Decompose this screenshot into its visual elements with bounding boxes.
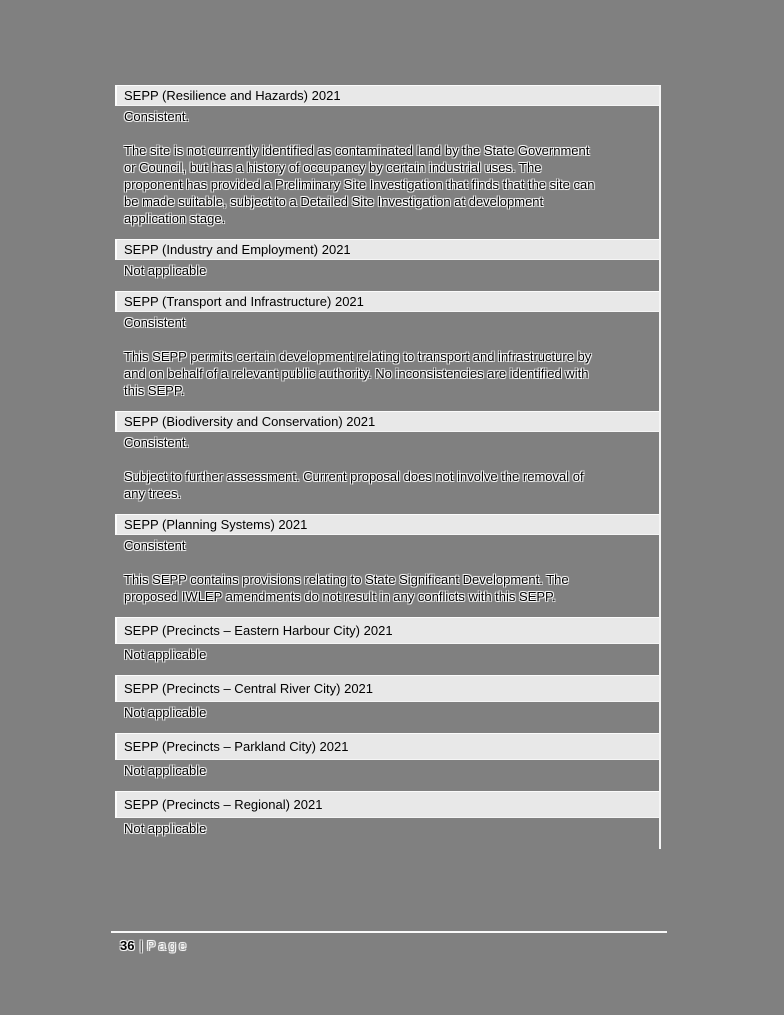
sepp-section [115,411,659,514]
body-paragraph [124,468,651,502]
body-paragraph [124,762,651,779]
sepp-section-body [115,260,659,291]
body-line: Not applicable [124,821,207,836]
sepp-section-title: SEPP (Precincts – Regional) 2021 [124,797,323,812]
body-line: The site is not currently identified as contaminated land by the State Government [124,143,590,158]
sepp-section-title: SEPP (Industry and Employment) 2021 [124,242,351,257]
sepp-table [115,85,661,849]
sepp-section-body [115,818,659,849]
sepp-section-body [115,106,659,239]
body-line: Consistent [124,538,186,553]
body-line: proponent has provided a Preliminary Site Investigation that finds that the site can [124,177,595,192]
sepp-section-body [115,702,659,733]
body-line: proposed IWLEP amendments do not result in any conflicts with this SEPP. [124,589,556,604]
sepp-section-body [115,760,659,791]
sepp-section [115,791,659,849]
body-line: any trees. [124,486,182,501]
sepp-section [115,675,659,733]
sepp-section-title: SEPP (Planning Systems) 2021 [124,517,308,532]
sepp-section [115,514,659,617]
sepp-section [115,617,659,675]
body-paragraph [124,704,651,721]
body-line: Consistent. [124,109,190,124]
body-line: This SEPP permits certain development relating to transport and infrastructure by [124,349,592,364]
sepp-section-header [115,291,659,312]
page-footer [111,931,667,953]
body-paragraph [124,314,651,331]
sepp-section-body [115,644,659,675]
sepp-section-header [115,514,659,535]
sepp-section-title: SEPP (Resilience and Hazards) 2021 [124,88,341,103]
body-line: be made suitable, subject to a Detailed Site Investigation at development [124,194,544,209]
body-paragraph [124,348,651,399]
footer-separator: | [139,938,143,953]
sepp-section-title: SEPP (Biodiversity and Conservation) 2021 [124,414,376,429]
body-paragraph [124,142,651,227]
sepp-section-header [115,411,659,432]
sepp-section-title: SEPP (Transport and Infrastructure) 2021 [124,294,364,309]
sepp-section [115,85,659,239]
body-line: or Council, but has a history of occupancy by certain industrial uses. The [124,160,542,175]
footer-text [111,938,667,953]
sepp-section-title: SEPP (Precincts – Central River City) 2021 [124,681,374,696]
body-line: Not applicable [124,763,207,778]
body-paragraph [124,537,651,554]
body-line: Not applicable [124,647,207,662]
body-paragraph [124,820,651,837]
page-number: 36 [120,938,135,953]
sepp-section-header [115,617,659,644]
sepp-section-body [115,432,659,514]
body-line: Consistent [124,315,186,330]
sepp-section [115,733,659,791]
sepp-section-title: SEPP (Precincts – Eastern Harbour City) 2021 [124,623,393,638]
body-line: application stage. [124,211,226,226]
body-paragraph [124,571,651,605]
body-paragraph [124,434,651,451]
body-line: this SEPP. [124,383,185,398]
sepp-section [115,291,659,411]
footer-divider [111,931,667,933]
sepp-section-header [115,85,659,106]
sepp-section-body [115,312,659,411]
footer-page-label: Page [146,938,190,953]
body-line: Consistent. [124,435,190,450]
body-paragraph [124,646,651,663]
sepp-section-header [115,239,659,260]
sepp-section-title: SEPP (Precincts – Parkland City) 2021 [124,739,349,754]
sepp-section-header [115,733,659,760]
body-line: This SEPP contains provisions relating to State Significant Development. The [124,572,569,587]
body-paragraph [124,108,651,125]
body-line: and on behalf of a relevant public authority. No inconsistencies are identified with [124,366,589,381]
body-paragraph [124,262,651,279]
body-line: Not applicable [124,263,207,278]
sepp-section-body [115,535,659,617]
sepp-section-header [115,675,659,702]
sepp-section [115,239,659,291]
sepp-section-header [115,791,659,818]
body-line: Subject to further assessment. Current proposal does not involve the removal of [124,469,584,484]
body-line: Not applicable [124,705,207,720]
